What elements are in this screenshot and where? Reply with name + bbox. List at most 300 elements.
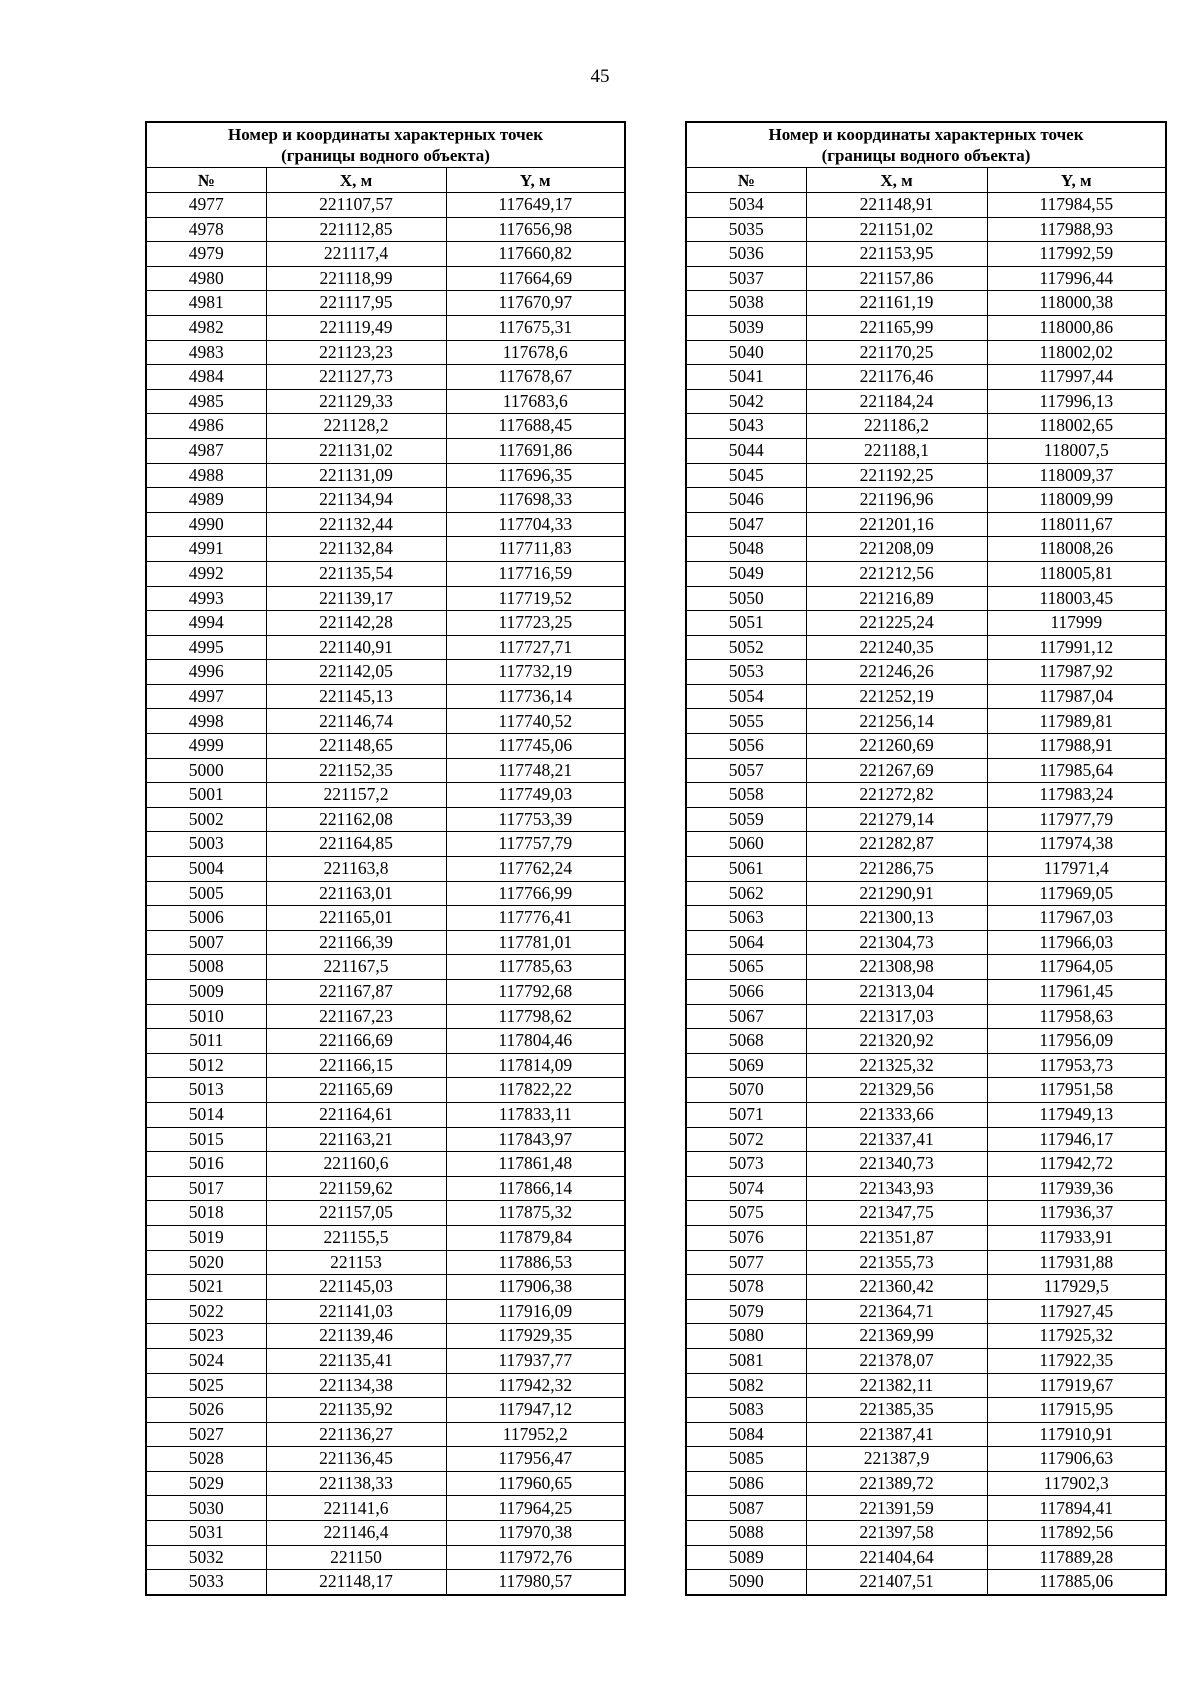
x-coordinate-cell: 221364,71 xyxy=(806,1299,987,1324)
table-row xyxy=(146,315,625,340)
table-row xyxy=(686,1102,1166,1127)
x-coordinate-cell: 221145,03 xyxy=(266,1275,446,1300)
x-coordinate-cell: 221378,07 xyxy=(806,1348,987,1373)
table-row xyxy=(146,438,625,463)
table-row xyxy=(146,611,625,636)
y-coordinate-cell: 118002,02 xyxy=(987,340,1166,365)
point-number-cell: 5007 xyxy=(146,930,266,955)
table-row xyxy=(686,758,1166,783)
point-number-cell: 5015 xyxy=(146,1127,266,1152)
y-coordinate-cell: 117942,32 xyxy=(446,1373,625,1398)
point-number-cell: 4978 xyxy=(146,217,266,242)
table-row xyxy=(686,611,1166,636)
y-coordinate-cell: 117675,31 xyxy=(446,315,625,340)
point-number-cell: 5050 xyxy=(686,586,806,611)
table-row xyxy=(686,1496,1166,1521)
y-coordinate-cell: 117660,82 xyxy=(446,242,625,267)
table-row xyxy=(686,857,1166,882)
table-row xyxy=(146,1176,625,1201)
x-coordinate-cell: 221164,61 xyxy=(266,1102,446,1127)
y-coordinate-cell: 117996,44 xyxy=(987,266,1166,291)
table-row xyxy=(146,1275,625,1300)
table-row xyxy=(146,1299,625,1324)
x-coordinate-cell: 221128,2 xyxy=(266,414,446,439)
y-coordinate-cell: 117822,22 xyxy=(446,1078,625,1103)
point-number-cell: 5003 xyxy=(146,832,266,857)
table-row xyxy=(146,217,625,242)
x-coordinate-cell: 221304,73 xyxy=(806,930,987,955)
point-number-cell: 4994 xyxy=(146,611,266,636)
y-coordinate-cell: 117922,35 xyxy=(987,1348,1166,1373)
table-row xyxy=(686,463,1166,488)
x-coordinate-cell: 221313,04 xyxy=(806,980,987,1005)
y-coordinate-cell: 118009,99 xyxy=(987,488,1166,513)
table-row xyxy=(686,217,1166,242)
table-row xyxy=(686,340,1166,365)
y-coordinate-cell: 117987,04 xyxy=(987,684,1166,709)
x-coordinate-cell: 221163,01 xyxy=(266,881,446,906)
x-coordinate-cell: 221127,73 xyxy=(266,365,446,390)
y-coordinate-cell: 117929,35 xyxy=(446,1324,625,1349)
point-number-cell: 5031 xyxy=(146,1521,266,1546)
table-row xyxy=(146,1570,625,1595)
point-number-cell: 5033 xyxy=(146,1570,266,1595)
point-number-cell: 5012 xyxy=(146,1053,266,1078)
point-number-cell: 5061 xyxy=(686,857,806,882)
table-row xyxy=(686,709,1166,734)
table-row xyxy=(686,561,1166,586)
x-coordinate-cell: 221157,2 xyxy=(266,783,446,808)
y-coordinate-cell: 117989,81 xyxy=(987,709,1166,734)
x-coordinate-cell: 221139,17 xyxy=(266,586,446,611)
y-coordinate-cell: 117984,55 xyxy=(987,193,1166,218)
x-coordinate-cell: 221157,05 xyxy=(266,1201,446,1226)
x-coordinate-cell: 221153,95 xyxy=(806,242,987,267)
x-coordinate-cell: 221308,98 xyxy=(806,955,987,980)
y-coordinate-cell: 117936,37 xyxy=(987,1201,1166,1226)
y-coordinate-cell: 117996,13 xyxy=(987,389,1166,414)
point-number-cell: 5021 xyxy=(146,1275,266,1300)
table-row xyxy=(686,1053,1166,1078)
x-coordinate-cell: 221351,87 xyxy=(806,1225,987,1250)
table-row xyxy=(686,365,1166,390)
point-number-cell: 5084 xyxy=(686,1422,806,1447)
x-coordinate-cell: 221157,86 xyxy=(806,266,987,291)
x-coordinate-cell: 221385,35 xyxy=(806,1398,987,1423)
point-number-cell: 5019 xyxy=(146,1225,266,1250)
x-coordinate-cell: 221123,23 xyxy=(266,340,446,365)
y-coordinate-cell: 117966,03 xyxy=(987,930,1166,955)
point-number-cell: 4981 xyxy=(146,291,266,316)
x-coordinate-cell: 221216,89 xyxy=(806,586,987,611)
point-number-cell: 5064 xyxy=(686,930,806,955)
x-coordinate-cell: 221404,64 xyxy=(806,1545,987,1570)
y-coordinate-cell: 117939,36 xyxy=(987,1176,1166,1201)
x-coordinate-cell: 221164,85 xyxy=(266,832,446,857)
point-number-cell: 4985 xyxy=(146,389,266,414)
table-row xyxy=(686,586,1166,611)
table-row xyxy=(686,684,1166,709)
table-row xyxy=(146,758,625,783)
x-coordinate-cell: 221225,24 xyxy=(806,611,987,636)
y-coordinate-cell: 117967,03 xyxy=(987,906,1166,931)
x-coordinate-cell: 221256,14 xyxy=(806,709,987,734)
point-number-cell: 5074 xyxy=(686,1176,806,1201)
y-coordinate-cell: 117814,09 xyxy=(446,1053,625,1078)
y-coordinate-cell: 117833,11 xyxy=(446,1102,625,1127)
table-row xyxy=(686,242,1166,267)
table-title-line1: Номер и координаты характерных точек xyxy=(768,125,1084,144)
y-coordinate-cell: 117956,47 xyxy=(446,1447,625,1472)
point-number-cell: 5055 xyxy=(686,709,806,734)
y-coordinate-cell: 117931,88 xyxy=(987,1250,1166,1275)
x-coordinate-cell: 221131,09 xyxy=(266,463,446,488)
x-coordinate-cell: 221166,39 xyxy=(266,930,446,955)
x-coordinate-cell: 221282,87 xyxy=(806,832,987,857)
x-coordinate-cell: 221166,69 xyxy=(266,1029,446,1054)
y-coordinate-cell: 118000,86 xyxy=(987,315,1166,340)
table-row xyxy=(146,734,625,759)
x-coordinate-cell: 221407,51 xyxy=(806,1570,987,1595)
table-row xyxy=(686,783,1166,808)
column-header-x: X, м xyxy=(266,168,446,193)
point-number-cell: 5035 xyxy=(686,217,806,242)
table-row xyxy=(146,561,625,586)
point-number-cell: 4984 xyxy=(146,365,266,390)
point-number-cell: 5079 xyxy=(686,1299,806,1324)
point-number-cell: 5043 xyxy=(686,414,806,439)
table-row xyxy=(146,365,625,390)
point-number-cell: 5032 xyxy=(146,1545,266,1570)
table-row xyxy=(146,1225,625,1250)
point-number-cell: 4993 xyxy=(146,586,266,611)
y-coordinate-cell: 117776,41 xyxy=(446,906,625,931)
table-row xyxy=(686,1004,1166,1029)
column-header-y: Y, м xyxy=(446,168,625,193)
table-row xyxy=(686,1471,1166,1496)
table-title-line2: (границы водного объекта) xyxy=(821,146,1031,165)
y-coordinate-cell: 117988,93 xyxy=(987,217,1166,242)
y-coordinate-cell: 117919,67 xyxy=(987,1373,1166,1398)
table-row xyxy=(146,1127,625,1152)
table-row xyxy=(686,1521,1166,1546)
point-number-cell: 5016 xyxy=(146,1152,266,1177)
y-coordinate-cell: 117748,21 xyxy=(446,758,625,783)
point-number-cell: 4977 xyxy=(146,193,266,218)
x-coordinate-cell: 221246,26 xyxy=(806,660,987,685)
point-number-cell: 5013 xyxy=(146,1078,266,1103)
y-coordinate-cell: 117762,24 xyxy=(446,857,625,882)
point-number-cell: 5001 xyxy=(146,783,266,808)
point-number-cell: 5085 xyxy=(686,1447,806,1472)
y-coordinate-cell: 117749,03 xyxy=(446,783,625,808)
y-coordinate-cell: 117985,64 xyxy=(987,758,1166,783)
x-coordinate-cell: 221184,24 xyxy=(806,389,987,414)
x-coordinate-cell: 221166,15 xyxy=(266,1053,446,1078)
table-row xyxy=(686,1398,1166,1423)
x-coordinate-cell: 221389,72 xyxy=(806,1471,987,1496)
x-coordinate-cell: 221131,02 xyxy=(266,438,446,463)
y-coordinate-cell: 117716,59 xyxy=(446,561,625,586)
y-coordinate-cell: 117906,38 xyxy=(446,1275,625,1300)
table-row xyxy=(146,389,625,414)
point-number-cell: 5040 xyxy=(686,340,806,365)
x-coordinate-cell: 221112,85 xyxy=(266,217,446,242)
x-coordinate-cell: 221136,27 xyxy=(266,1422,446,1447)
table-row xyxy=(146,1152,625,1177)
point-number-cell: 5027 xyxy=(146,1422,266,1447)
table-row xyxy=(686,438,1166,463)
y-coordinate-cell: 117649,17 xyxy=(446,193,625,218)
y-coordinate-cell: 117732,19 xyxy=(446,660,625,685)
x-coordinate-cell: 221160,6 xyxy=(266,1152,446,1177)
x-coordinate-cell: 221134,38 xyxy=(266,1373,446,1398)
point-number-cell: 5059 xyxy=(686,807,806,832)
y-coordinate-cell: 117704,33 xyxy=(446,512,625,537)
x-coordinate-cell: 221240,35 xyxy=(806,635,987,660)
point-number-cell: 5009 xyxy=(146,980,266,1005)
point-number-cell: 5068 xyxy=(686,1029,806,1054)
table-row xyxy=(146,488,625,513)
point-number-cell: 5058 xyxy=(686,783,806,808)
x-coordinate-cell: 221165,69 xyxy=(266,1078,446,1103)
point-number-cell: 5023 xyxy=(146,1324,266,1349)
x-coordinate-cell: 221387,41 xyxy=(806,1422,987,1447)
column-header-number: № xyxy=(146,168,266,193)
y-coordinate-cell: 117766,99 xyxy=(446,881,625,906)
point-number-cell: 5000 xyxy=(146,758,266,783)
point-number-cell: 5080 xyxy=(686,1324,806,1349)
point-number-cell: 5060 xyxy=(686,832,806,857)
point-number-cell: 5070 xyxy=(686,1078,806,1103)
x-coordinate-cell: 221162,08 xyxy=(266,807,446,832)
point-number-cell: 5066 xyxy=(686,980,806,1005)
x-coordinate-cell: 221267,69 xyxy=(806,758,987,783)
y-coordinate-cell: 117683,6 xyxy=(446,389,625,414)
point-number-cell: 4990 xyxy=(146,512,266,537)
x-coordinate-cell: 221107,57 xyxy=(266,193,446,218)
table-row xyxy=(146,586,625,611)
y-coordinate-cell: 117691,86 xyxy=(446,438,625,463)
point-number-cell: 4989 xyxy=(146,488,266,513)
x-coordinate-cell: 221141,03 xyxy=(266,1299,446,1324)
point-number-cell: 4986 xyxy=(146,414,266,439)
y-coordinate-cell: 117992,59 xyxy=(987,242,1166,267)
x-coordinate-cell: 221117,4 xyxy=(266,242,446,267)
x-coordinate-cell: 221119,49 xyxy=(266,315,446,340)
point-number-cell: 5034 xyxy=(686,193,806,218)
point-number-cell: 4999 xyxy=(146,734,266,759)
table-row xyxy=(686,1545,1166,1570)
x-coordinate-cell: 221360,42 xyxy=(806,1275,987,1300)
table-row xyxy=(686,1029,1166,1054)
table-row xyxy=(686,414,1166,439)
table-row xyxy=(146,537,625,562)
table-row xyxy=(146,1250,625,1275)
y-coordinate-cell: 117866,14 xyxy=(446,1176,625,1201)
x-coordinate-cell: 221252,19 xyxy=(806,684,987,709)
x-coordinate-cell: 221192,25 xyxy=(806,463,987,488)
x-coordinate-cell: 221176,46 xyxy=(806,365,987,390)
table-row xyxy=(146,709,625,734)
y-coordinate-cell: 117688,45 xyxy=(446,414,625,439)
point-number-cell: 5008 xyxy=(146,955,266,980)
table-row xyxy=(146,881,625,906)
y-coordinate-cell: 117781,01 xyxy=(446,930,625,955)
y-coordinate-cell: 117894,41 xyxy=(987,1496,1166,1521)
y-coordinate-cell: 117972,76 xyxy=(446,1545,625,1570)
table-row xyxy=(686,734,1166,759)
y-coordinate-cell: 117958,63 xyxy=(987,1004,1166,1029)
point-number-cell: 5089 xyxy=(686,1545,806,1570)
y-coordinate-cell: 117915,95 xyxy=(987,1398,1166,1423)
point-number-cell: 5002 xyxy=(146,807,266,832)
y-coordinate-cell: 117961,45 xyxy=(987,980,1166,1005)
table-row xyxy=(686,881,1166,906)
x-coordinate-cell: 221382,11 xyxy=(806,1373,987,1398)
x-coordinate-cell: 221150 xyxy=(266,1545,446,1570)
x-coordinate-cell: 221212,56 xyxy=(806,561,987,586)
point-number-cell: 5005 xyxy=(146,881,266,906)
table-row xyxy=(686,1152,1166,1177)
y-coordinate-cell: 117785,63 xyxy=(446,955,625,980)
y-coordinate-cell: 117916,09 xyxy=(446,1299,625,1324)
point-number-cell: 5025 xyxy=(146,1373,266,1398)
table-row xyxy=(146,955,625,980)
x-coordinate-cell: 221272,82 xyxy=(806,783,987,808)
table-row xyxy=(146,660,625,685)
point-number-cell: 5044 xyxy=(686,438,806,463)
x-coordinate-cell: 221135,92 xyxy=(266,1398,446,1423)
y-coordinate-cell: 117753,39 xyxy=(446,807,625,832)
x-coordinate-cell: 221343,93 xyxy=(806,1176,987,1201)
table-row xyxy=(686,906,1166,931)
y-coordinate-cell: 117997,44 xyxy=(987,365,1166,390)
x-coordinate-cell: 221167,23 xyxy=(266,1004,446,1029)
y-coordinate-cell: 117949,13 xyxy=(987,1102,1166,1127)
table-row xyxy=(146,340,625,365)
x-coordinate-cell: 221161,19 xyxy=(806,291,987,316)
point-number-cell: 5062 xyxy=(686,881,806,906)
table-row xyxy=(146,1521,625,1546)
table-row xyxy=(686,980,1166,1005)
point-number-cell: 5036 xyxy=(686,242,806,267)
y-coordinate-cell: 117970,38 xyxy=(446,1521,625,1546)
y-coordinate-cell: 117885,06 xyxy=(987,1570,1166,1595)
column-header-number: № xyxy=(686,168,806,193)
point-number-cell: 5006 xyxy=(146,906,266,931)
point-number-cell: 4988 xyxy=(146,463,266,488)
y-coordinate-cell: 117757,79 xyxy=(446,832,625,857)
table-title-line2: (границы водного объекта) xyxy=(281,146,490,165)
table-row xyxy=(146,414,625,439)
table-row xyxy=(146,1029,625,1054)
table-title xyxy=(686,122,1166,168)
point-number-cell: 5088 xyxy=(686,1521,806,1546)
point-number-cell: 5039 xyxy=(686,315,806,340)
table-row xyxy=(686,807,1166,832)
x-coordinate-cell: 221196,96 xyxy=(806,488,987,513)
y-coordinate-cell: 117678,67 xyxy=(446,365,625,390)
y-coordinate-cell: 117977,79 xyxy=(987,807,1166,832)
point-number-cell: 4995 xyxy=(146,635,266,660)
point-number-cell: 5067 xyxy=(686,1004,806,1029)
point-number-cell: 5048 xyxy=(686,537,806,562)
x-coordinate-cell: 221369,99 xyxy=(806,1324,987,1349)
x-coordinate-cell: 221340,73 xyxy=(806,1152,987,1177)
point-number-cell: 4980 xyxy=(146,266,266,291)
y-coordinate-cell: 118003,45 xyxy=(987,586,1166,611)
point-number-cell: 5051 xyxy=(686,611,806,636)
point-number-cell: 4991 xyxy=(146,537,266,562)
x-coordinate-cell: 221141,6 xyxy=(266,1496,446,1521)
table-row xyxy=(686,1422,1166,1447)
y-coordinate-cell: 117736,14 xyxy=(446,684,625,709)
point-number-cell: 4992 xyxy=(146,561,266,586)
table-row xyxy=(686,1348,1166,1373)
table-row xyxy=(146,1373,625,1398)
table-row xyxy=(686,1176,1166,1201)
table-row xyxy=(146,512,625,537)
table-row xyxy=(686,1275,1166,1300)
table-row xyxy=(146,1102,625,1127)
point-number-cell: 4982 xyxy=(146,315,266,340)
point-number-cell: 4996 xyxy=(146,660,266,685)
table-row xyxy=(146,1471,625,1496)
x-coordinate-cell: 221132,44 xyxy=(266,512,446,537)
point-number-cell: 4983 xyxy=(146,340,266,365)
point-number-cell: 5028 xyxy=(146,1447,266,1472)
table-row xyxy=(686,1324,1166,1349)
table-row xyxy=(146,463,625,488)
table-title-line1: Номер и координаты характерных точек xyxy=(227,125,543,144)
x-coordinate-cell: 221317,03 xyxy=(806,1004,987,1029)
y-coordinate-cell: 117987,92 xyxy=(987,660,1166,685)
y-coordinate-cell: 117664,69 xyxy=(446,266,625,291)
y-coordinate-cell: 117892,56 xyxy=(987,1521,1166,1546)
point-number-cell: 5073 xyxy=(686,1152,806,1177)
x-coordinate-cell: 221118,99 xyxy=(266,266,446,291)
y-coordinate-cell: 117927,45 xyxy=(987,1299,1166,1324)
x-coordinate-cell: 221325,32 xyxy=(806,1053,987,1078)
table-row xyxy=(146,193,625,218)
table-row xyxy=(146,1078,625,1103)
point-number-cell: 5018 xyxy=(146,1201,266,1226)
table-row xyxy=(146,1422,625,1447)
x-coordinate-cell: 221155,5 xyxy=(266,1225,446,1250)
table-row xyxy=(686,1373,1166,1398)
point-number-cell: 5056 xyxy=(686,734,806,759)
table-row xyxy=(686,1078,1166,1103)
x-coordinate-cell: 221355,73 xyxy=(806,1250,987,1275)
table-row xyxy=(686,193,1166,218)
table-row xyxy=(686,1225,1166,1250)
y-coordinate-cell: 117952,2 xyxy=(446,1422,625,1447)
point-number-cell: 5047 xyxy=(686,512,806,537)
x-coordinate-cell: 221135,54 xyxy=(266,561,446,586)
table-row xyxy=(686,1127,1166,1152)
table-row xyxy=(146,1496,625,1521)
x-coordinate-cell: 221208,09 xyxy=(806,537,987,562)
point-number-cell: 5004 xyxy=(146,857,266,882)
table-row xyxy=(686,1299,1166,1324)
x-coordinate-cell: 221145,13 xyxy=(266,684,446,709)
x-coordinate-cell: 221132,84 xyxy=(266,537,446,562)
table-row xyxy=(686,832,1166,857)
table-row xyxy=(686,291,1166,316)
x-coordinate-cell: 221163,21 xyxy=(266,1127,446,1152)
y-coordinate-cell: 117798,62 xyxy=(446,1004,625,1029)
